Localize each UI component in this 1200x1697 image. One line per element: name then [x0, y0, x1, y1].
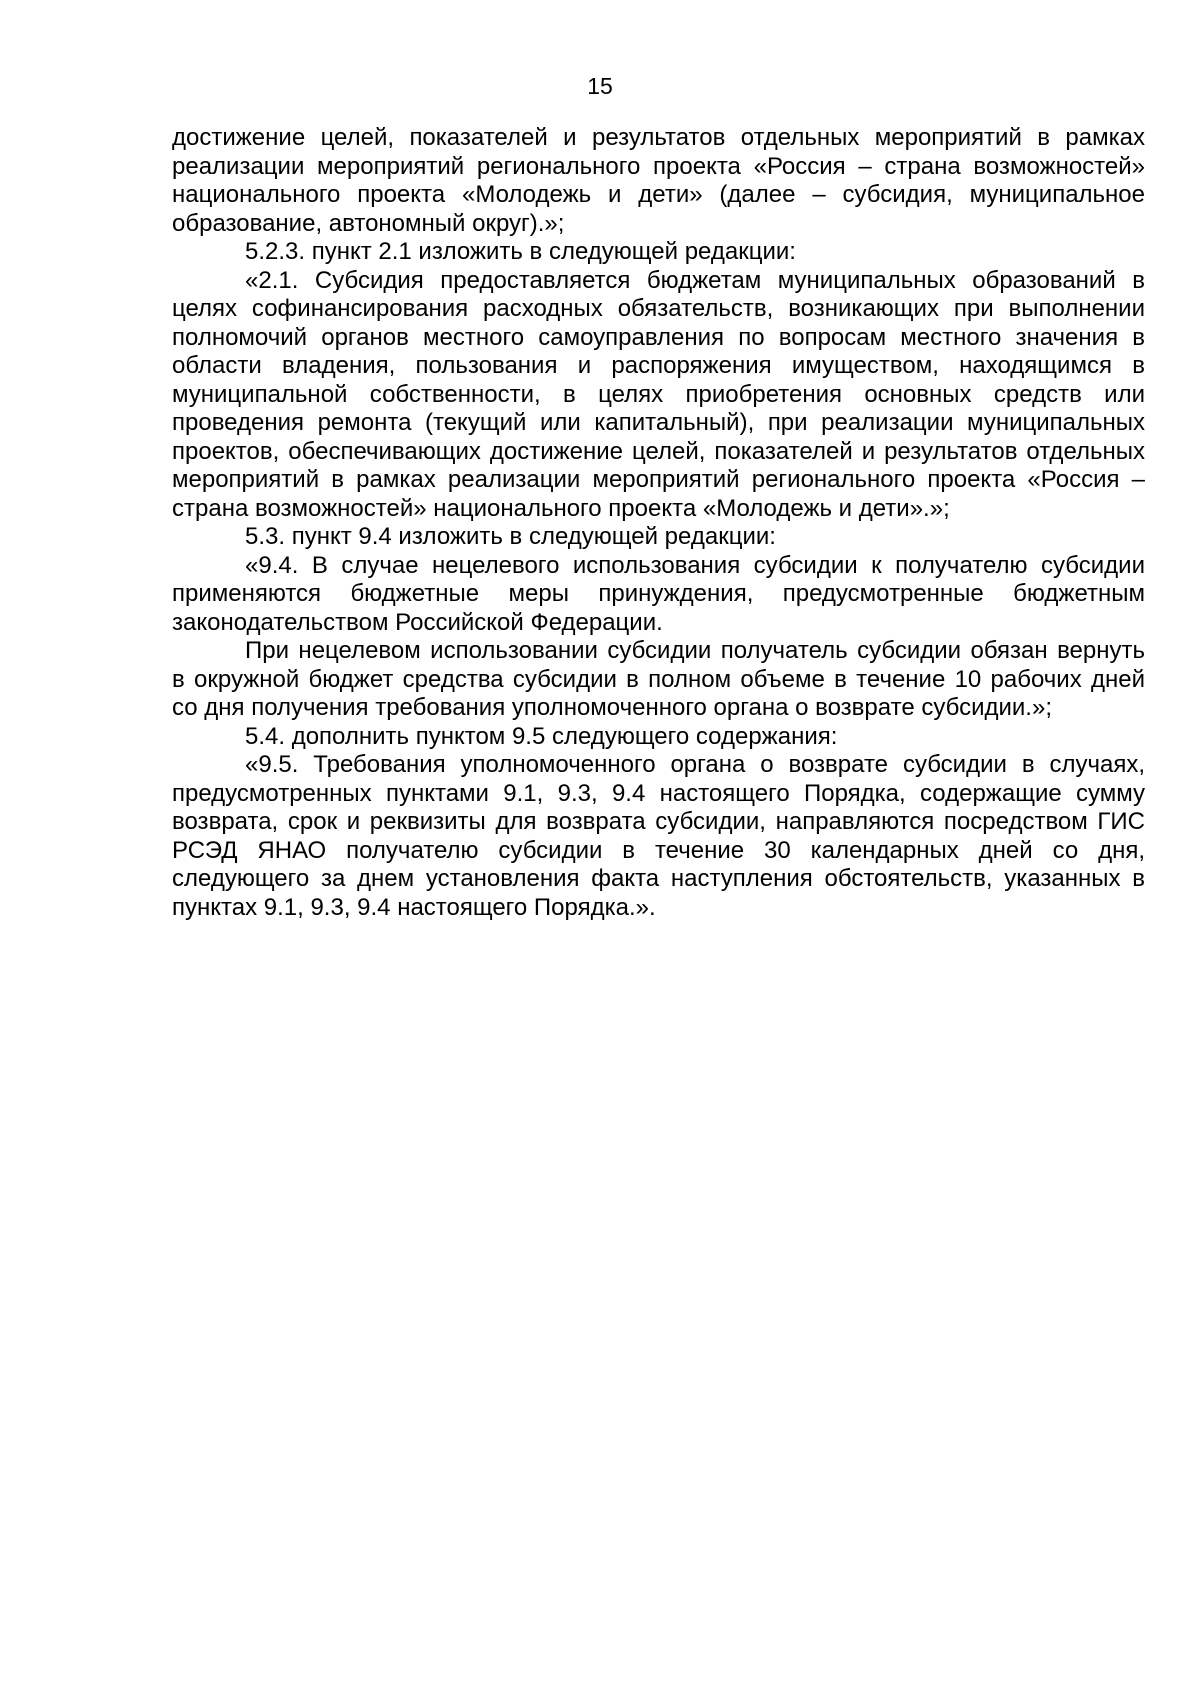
page-number: 15: [587, 73, 613, 99]
paragraph-2-1: «2.1. Субсидия предоставляется бюджетам муниципальных образований в целях софинансирования расходных обязательств, возникающих при выполнении полномочий органов местного самоуправления по вопросам местного значения в области владения, пользования и распоряжения имуществом, находящимся в муниципальной собственности, в целях приобретения основных средств или проведения ремонта (текущий или капитальный), при реализации муниципальных проектов, обеспечивающих достижение целей, показателей и результатов отдельных мероприятий в рамках реализации мероприятий регионального проекта «Россия – страна возможностей» национального проекта «Молодежь и дети».»;: [172, 266, 1145, 522]
paragraph-9-5: «9.5. Требования уполномоченного органа о возврате субсидии в случаях, предусмотренных пунктами 9.1, 9.3, 9.4 настоящего Порядка, содержащие сумму возврата, срок и реквизиты для возврата субсидии, направляются посредством ГИС РСЭД ЯНАО получателю субсидии в течение 30 календарных дней со дня, следующего за днем установления факта наступления обстоятельств, указанных в пунктах 9.1, 9.3, 9.4 настоящего Порядка.».: [172, 751, 1145, 921]
document-body: [172, 124, 1145, 922]
paragraph-continuation: достижение целей, показателей и результатов отдельных мероприятий в рамках реализации мероприятий регионального проекта «Россия – страна возможностей» национального проекта «Молодежь и дети» (далее – субсидия, муниципальное образование, автономный округ).»;: [172, 124, 1145, 237]
paragraph-5-3: 5.3. пункт 9.4 изложить в следующей редакции:: [245, 523, 776, 550]
paragraph-5-4: 5.4. дополнить пунктом 9.5 следующего содержания:: [245, 722, 838, 750]
paragraph-9-4: «9.4. В случае нецелевого использования субсидии к получателю субсидии применяются бюджетные меры принуждения, предусмотренные бюджетным законодательством Российской Федерации.: [172, 551, 1145, 636]
paragraph-5-2-3: 5.2.3. пункт 2.1 изложить в следующей редакции:: [245, 238, 796, 265]
paragraph-9-4-continued: При нецелевом использовании субсидии получатель субсидии обязан вернуть в окружной бюджет средства субсидии в полном объеме в течение 10 рабочих дней со дня получения требования уполномоченного органа о возврате субсидии.»;: [172, 637, 1145, 721]
